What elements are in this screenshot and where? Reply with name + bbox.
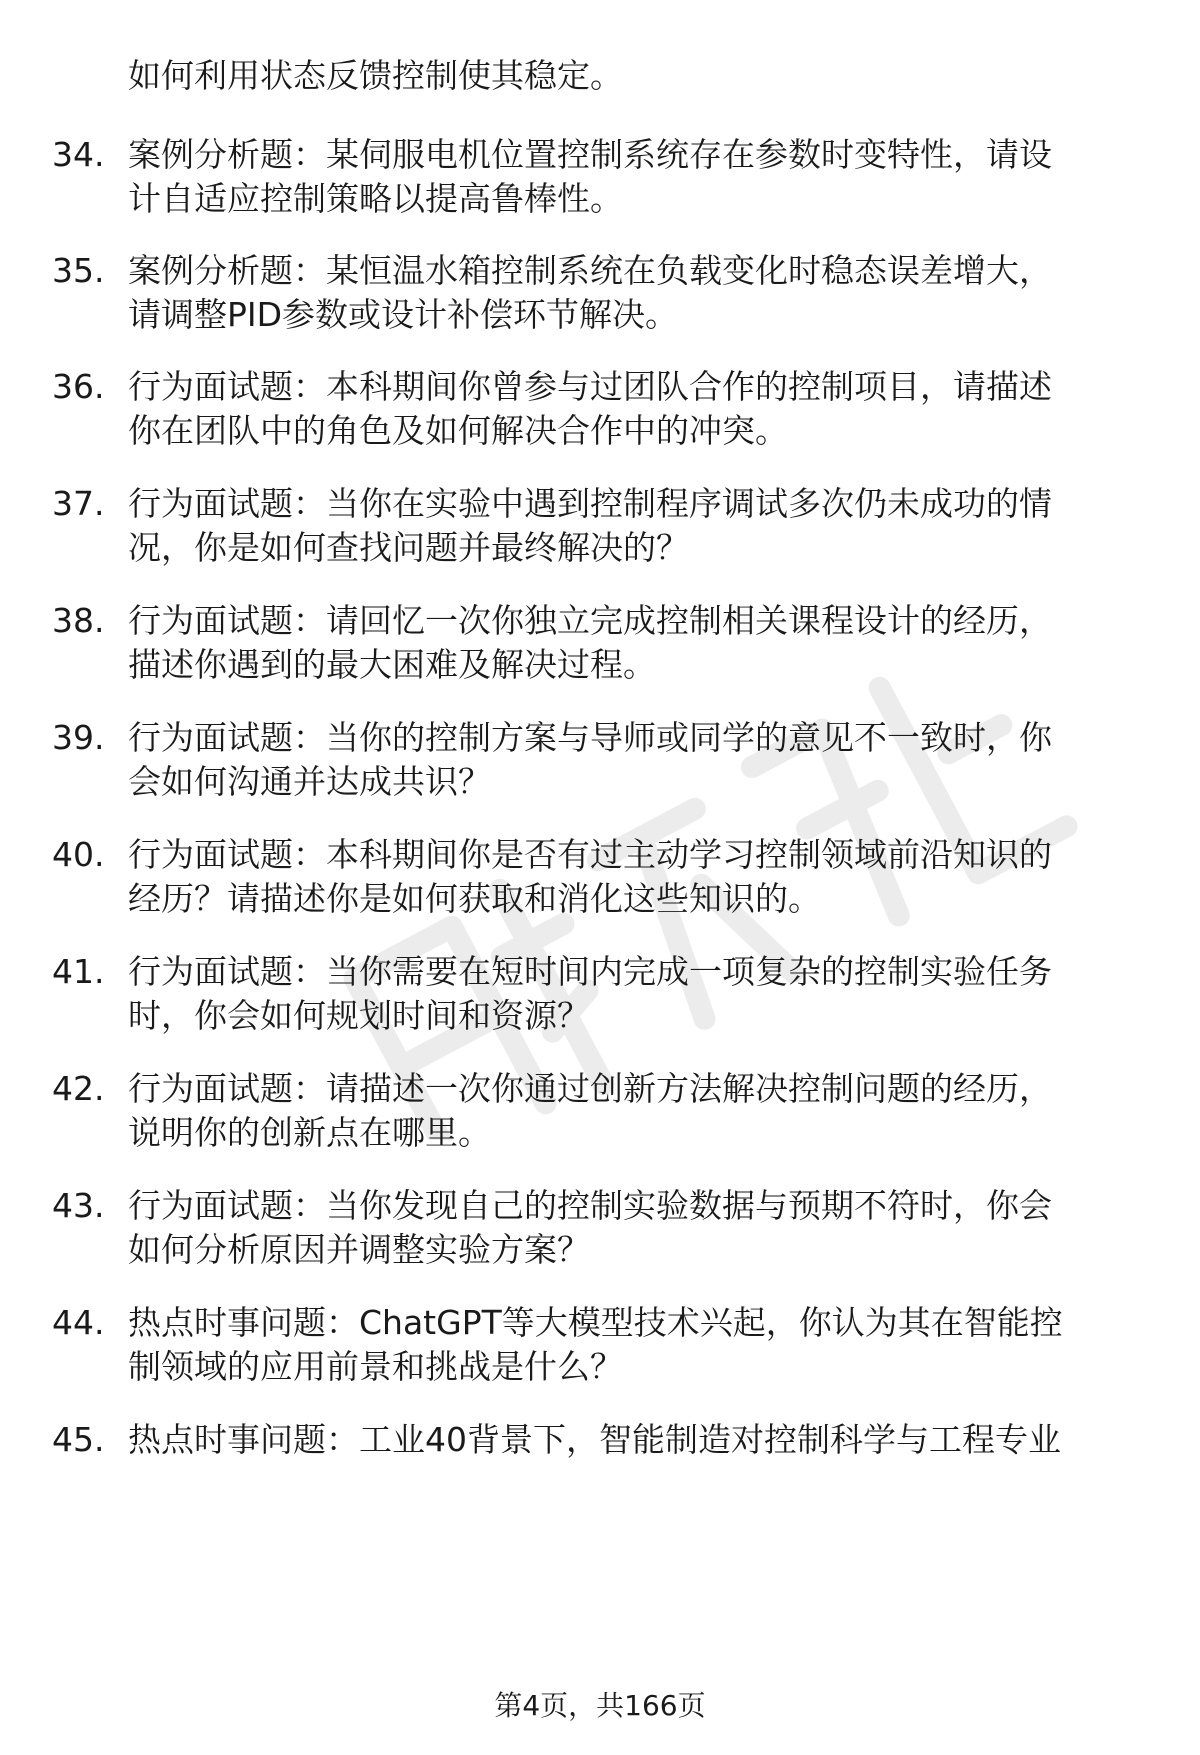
item-number: 34. (52, 135, 105, 174)
item-text-line: 案例分析题：某伺服电机位置控制系统存在参数时变特性，请设 (128, 135, 1052, 174)
item-text-line: 请调整PID参数或设计补偿环节解决。 (128, 295, 679, 334)
item-text-line: 会如何沟通并达成共识？ (128, 762, 491, 801)
item-text-line: 如何利用状态反馈控制使其稳定。 (128, 56, 623, 95)
item-text-line: 制领域的应用前景和挑战是什么？ (128, 1347, 623, 1386)
item-number: 41. (52, 952, 105, 991)
item-text-line: 热点时事问题：工业40背景下，智能制造对控制科学与工程专业 (128, 1420, 1061, 1459)
item-number: 36. (52, 367, 105, 406)
item-number: 44. (52, 1303, 105, 1342)
item-text-line: 计自适应控制策略以提高鲁棒性。 (128, 179, 623, 218)
item-number: 42. (52, 1069, 105, 1108)
item-text-line: 行为面试题：本科期间你曾参与过团队合作的控制项目，请描述 (128, 367, 1052, 406)
item-text-line: 案例分析题：某恒温水箱控制系统在负载变化时稳态误差增大， (128, 251, 1052, 290)
item-text-line: 行为面试题：本科期间你是否有过主动学习控制领域前沿知识的 (128, 835, 1052, 874)
page-footer: 第4页，共166页 (494, 1689, 706, 1722)
item-text-line: 如何分析原因并调整实验方案？ (128, 1230, 590, 1269)
item-number: 43. (52, 1186, 105, 1225)
item-number: 40. (52, 835, 105, 874)
item-text-line: 行为面试题：当你在实验中遇到控制程序调试多次仍未成功的情 (128, 484, 1052, 523)
item-number: 37. (52, 484, 105, 523)
item-number: 39. (52, 718, 105, 757)
item-text-line: 行为面试题：请描述一次你通过创新方法解决控制问题的经历， (128, 1069, 1052, 1108)
item-text-line: 热点时事问题：ChatGPT等大模型技术兴起，你认为其在智能控 (128, 1303, 1063, 1342)
item-text-line: 行为面试题：当你的控制方案与导师或同学的意见不一致时，你 (128, 718, 1052, 757)
item-number: 45. (52, 1420, 105, 1459)
item-text-line: 行为面试题：当你发现自己的控制实验数据与预期不符时，你会 (128, 1186, 1052, 1225)
item-text-line: 况，你是如何查找问题并最终解决的？ (128, 528, 689, 567)
item-text-line: 你在团队中的角色及如何解决合作中的冲突。 (128, 411, 788, 450)
item-text-line: 描述你遇到的最大困难及解决过程。 (128, 645, 656, 684)
item-text-line: 行为面试题：当你需要在短时间内完成一项复杂的控制实验任务 (128, 952, 1052, 991)
item-text-line: 时，你会如何规划时间和资源？ (128, 996, 590, 1035)
item-number: 35. (52, 251, 105, 290)
item-text-line: 经历？请描述你是如何获取和消化这些知识的。 (128, 879, 821, 918)
item-number: 38. (52, 601, 105, 640)
item-text-line: 行为面试题：请回忆一次你独立完成控制相关课程设计的经历， (128, 601, 1052, 640)
item-text-line: 说明你的创新点在哪里。 (128, 1113, 491, 1152)
